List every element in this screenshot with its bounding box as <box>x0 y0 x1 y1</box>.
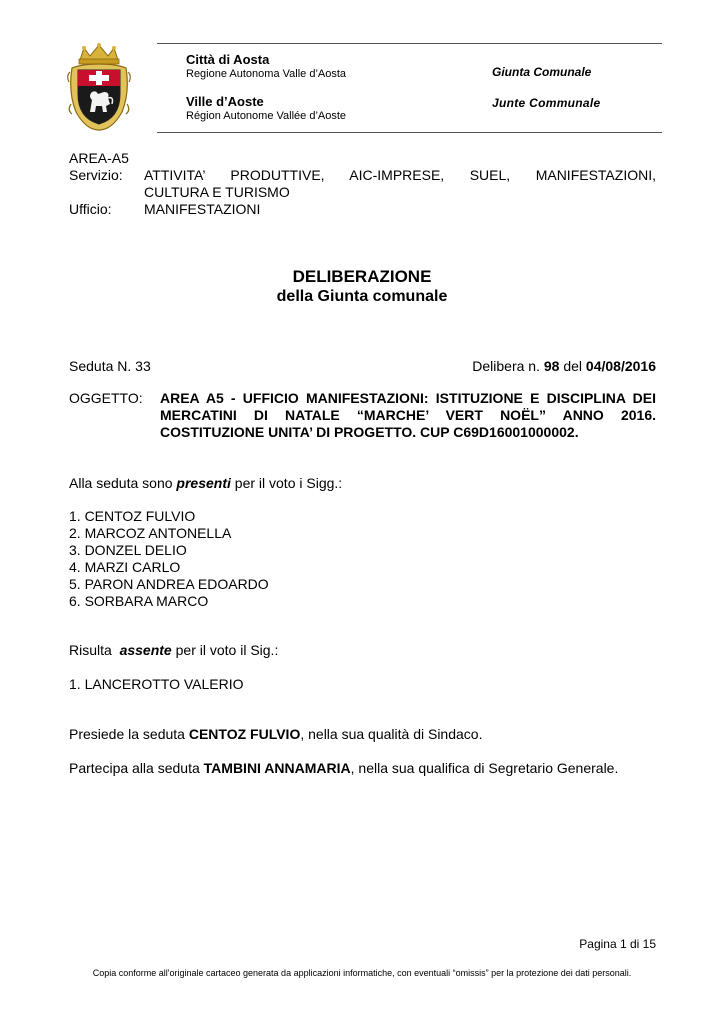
header-top-rule <box>157 43 662 44</box>
body-name-fr: Junte Communale <box>492 96 601 110</box>
header-bottom-rule <box>157 132 662 133</box>
crest-icon <box>66 42 132 132</box>
resolution-number: 98 <box>543 358 560 374</box>
document-subtitle: della Giunta comunale <box>276 288 448 305</box>
present-intro <box>69 475 342 492</box>
resolution-ref <box>472 358 656 375</box>
resolution-del: del <box>563 358 583 374</box>
present-member: 1. CENTOZ FULVIO <box>69 508 196 524</box>
servizio-label: Servizio: <box>69 167 123 183</box>
session-number: Seduta N. 33 <box>69 358 151 374</box>
present-intro-before: Alla seduta sono <box>69 475 173 491</box>
region-name-fr: Région Autonome Vallée d’Aoste <box>186 110 347 122</box>
absent-intro-emphasis: assente <box>119 642 172 658</box>
absent-members-list <box>69 676 244 693</box>
present-member: 5. PARON ANDREA EDOARDO <box>69 576 269 592</box>
subject-label: OGGETTO: <box>69 390 143 406</box>
city-name-fr: Ville d’Aoste <box>186 94 264 109</box>
secretary-before: Partecipa alla seduta <box>69 760 200 776</box>
present-intro-emphasis: presenti <box>176 475 231 491</box>
area-code: AREA-A5 <box>69 150 129 166</box>
servizio-line-1: ATTIVITA’ PRODUTTIVE, AIC-IMPRESE, SUEL, MANIFESTAZIONI, <box>144 167 656 183</box>
chair-after: , nella sua qualità di Sindaco. <box>300 726 483 742</box>
present-member: 3. DONZEL DELIO <box>69 542 187 558</box>
resolution-date: 04/08/2016 <box>585 358 656 374</box>
chair-statement <box>69 726 482 743</box>
chair-before: Presiede la seduta <box>69 726 185 742</box>
subject-text: AREA A5 - UFFICIO MANIFESTAZIONI: ISTITUZIONE E DISCIPLINA DEI MERCATINI DI NATALE “MARCHE’ VERT NOËL” ANNO 2016. COSTITUZIONE UNITA’ DI PROGETTO. CUP C69D16001000002. <box>160 390 656 440</box>
servizio-line-2: CULTURA E TURISMO <box>144 184 290 200</box>
page-number: Pagina 1 di 15 <box>579 937 656 951</box>
present-member: 4. MARZI CARLO <box>69 559 181 575</box>
present-member: 2. MARCOZ ANTONELLA <box>69 525 232 541</box>
document-title: DELIBERAZIONE <box>292 267 432 286</box>
absent-intro-before: Risulta <box>69 642 112 658</box>
ufficio-value: MANIFESTAZIONI <box>144 201 261 217</box>
secretary-name: TAMBINI ANNAMARIA <box>203 760 351 776</box>
present-member: 6. SORBARA MARCO <box>69 593 209 609</box>
chair-name: CENTOZ FULVIO <box>188 726 301 742</box>
region-name-it: Regione Autonoma Valle d’Aosta <box>186 68 347 80</box>
city-crest <box>66 42 132 132</box>
absent-member: 1. LANCEROTTO VALERIO <box>69 676 244 692</box>
ufficio-label: Ufficio: <box>69 201 112 217</box>
secretary-after: , nella sua qualifica di Segretario Generale. <box>350 760 619 776</box>
absent-intro-after: per il voto il Sig.: <box>175 642 279 658</box>
resolution-prefix: Delibera n. <box>472 358 540 374</box>
present-intro-after: per il voto i Sigg.: <box>234 475 343 491</box>
present-members-list <box>69 508 269 610</box>
absent-intro <box>69 642 278 659</box>
body-name-it: Giunta Comunale <box>492 65 592 79</box>
footer-note: Copia conforme all'originale cartaceo generata da applicazioni informatiche, con eventuali “omissis” per la protezione dei dati personali. <box>92 968 632 978</box>
secretary-statement <box>69 760 618 777</box>
city-name-it: Città di Aosta <box>186 52 270 67</box>
